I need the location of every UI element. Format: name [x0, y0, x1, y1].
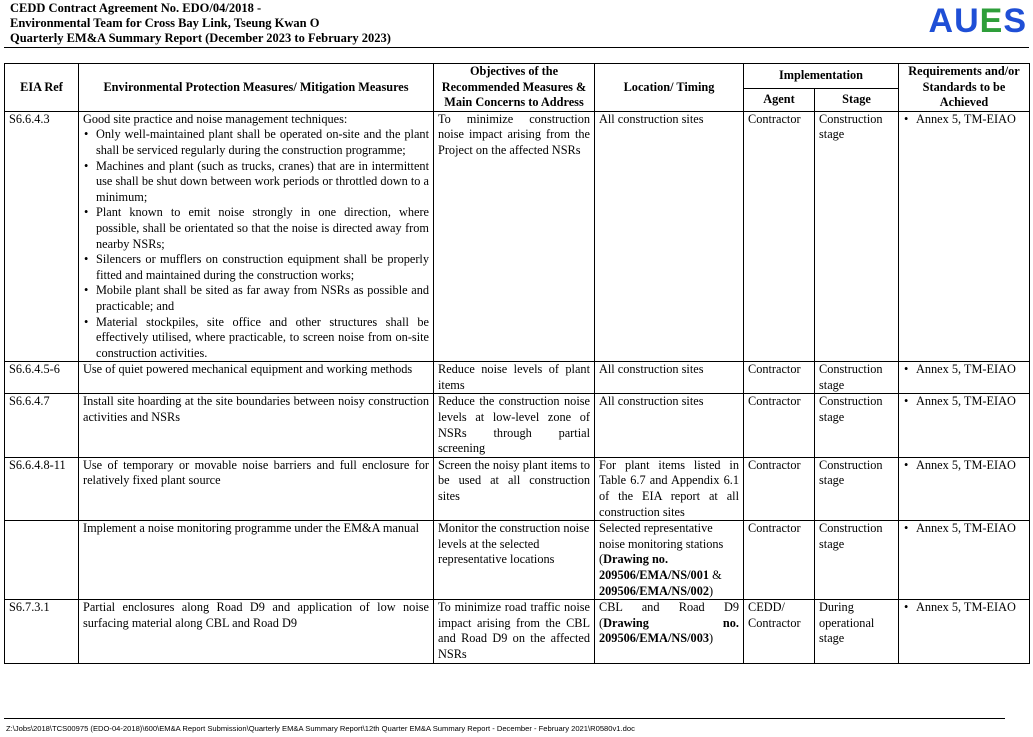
agent-cell: Contractor — [744, 362, 815, 394]
location-cell: Selected representative noise monitoring stations (Drawing no. 209506/EMA/NS/001 & 209506/EMA/NS/002) — [595, 521, 744, 600]
measure-cell: Use of temporary or movable noise barriers and full enclosure for relatively fixed plant source — [79, 457, 434, 520]
measure-cell: Partial enclosures along Road D9 and application of low noise surfacing material along CBL and Road D9 — [79, 600, 434, 663]
requirement-cell — [899, 111, 1030, 362]
objective-cell: To minimize construction noise impact arising from the Project on the affected NSRs — [434, 111, 595, 362]
requirement-list — [903, 600, 1025, 616]
location-cell: All construction sites — [595, 362, 744, 394]
stage-cell: During operational stage — [815, 600, 899, 663]
measure-intro: Good site practice and noise management techniques: — [83, 111, 348, 126]
stage-cell: Construction stage — [815, 362, 899, 394]
requirement-cell — [899, 362, 1030, 394]
aues-logo: AUES — [928, 2, 1027, 40]
drawing-ref: Drawing no. 209506/EMA/NS/001 — [599, 552, 709, 582]
contract-line: CEDD Contract Agreement No. EDO/04/2018 - — [10, 1, 262, 15]
footer-divider — [4, 718, 1005, 719]
table-row — [5, 457, 1030, 520]
agent-cell: CEDD/ Contractor — [744, 600, 815, 663]
list-item: • Material stockpiles, site office and other structures shall be effectively utilised, where practicable, to screen noise from on-site construction activities. — [96, 315, 429, 362]
eia-ref-cell: S6.6.4.8-11 — [5, 457, 79, 520]
eia-ref-cell: S6.6.4.7 — [5, 394, 79, 457]
list-item: • Mobile plant shall be sited as far away from NSRs as possible and practicable; and — [96, 283, 429, 314]
requirement-list — [903, 112, 1025, 128]
col-requirements: Requirements and/or Standards to be Achieved — [899, 64, 1030, 112]
agent-cell: Contractor — [744, 111, 815, 362]
document-header — [10, 1, 391, 46]
stage-cell: Construction stage — [815, 394, 899, 457]
stage-cell: Construction stage — [815, 111, 899, 362]
agent-cell: Contractor — [744, 394, 815, 457]
objective-cell: To minimize road traffic noise impact arising from the CBL and Road D9 on the affected NSRs — [434, 600, 595, 663]
list-item: • Plant known to emit noise strongly in one direction, where possible, shall be orientated so that the noise is directed away from nearby NSRs; — [96, 205, 429, 252]
objective-cell: Screen the noisy plant items to be used at all construction sites — [434, 457, 595, 520]
measure-cell: Install site hoarding at the site boundaries between noisy construction activities and NSRs — [79, 394, 434, 457]
requirement-cell — [899, 394, 1030, 457]
list-item: • Only well-maintained plant shall be operated on-site and the plant shall be serviced regularly during the construction programme; — [96, 127, 429, 158]
header-divider — [4, 47, 1029, 48]
list-item: • Annex 5, TM-EIAO — [916, 112, 1025, 128]
requirement-list — [903, 362, 1025, 378]
measure-cell: Implement a noise monitoring programme under the EM&A manual — [79, 521, 434, 600]
list-item: • Annex 5, TM-EIAO — [916, 458, 1025, 474]
col-objectives: Objectives of the Recommended Measures & Main Concerns to Address — [434, 64, 595, 112]
objective-cell: Reduce noise levels of plant items — [434, 362, 595, 394]
measure-cell — [79, 111, 434, 362]
stage-cell: Construction stage — [815, 521, 899, 600]
drawing-ref: 209506/EMA/NS/002 — [599, 583, 709, 598]
team-line: Environmental Team for Cross Bay Link, Tseung Kwan O — [10, 16, 320, 30]
table-row — [5, 521, 1030, 600]
requirement-list — [903, 394, 1025, 410]
list-item: • Annex 5, TM-EIAO — [916, 521, 1025, 537]
drawing-ref: Drawing no. 209506/EMA/NS/003 — [599, 615, 739, 646]
table-row — [5, 394, 1030, 457]
measure-cell: Use of quiet powered mechanical equipment and working methods — [79, 362, 434, 394]
eia-ref-cell — [5, 521, 79, 600]
col-stage: Stage — [815, 88, 899, 111]
list-item: • Machines and plant (such as trucks, cranes) that are in intermittent use shall be shut down between work periods or throttled down to a minimum; — [96, 159, 429, 206]
col-agent: Agent — [744, 88, 815, 111]
location-cell: All construction sites — [595, 394, 744, 457]
list-item: • Annex 5, TM-EIAO — [916, 362, 1025, 378]
requirement-cell — [899, 457, 1030, 520]
measure-bullet-list — [83, 127, 429, 361]
objective-cell: Monitor the construction noise levels at the selected representative locations — [434, 521, 595, 600]
file-path-footer: Z:\Jobs\2018\TCS00975 (EDO-04-2018)\600\EM&A Report Submission\Quarterly EM&A Summary Report\12th Quarter EM&A Summary Report - December - February 2021\R0580v1.doc — [6, 724, 635, 733]
table-row — [5, 362, 1030, 394]
objective-cell: Reduce the construction noise levels at low-level zone of NSRs through partial screening — [434, 394, 595, 457]
list-item: • Annex 5, TM-EIAO — [916, 600, 1025, 616]
requirement-list — [903, 458, 1025, 474]
table-row — [5, 600, 1030, 663]
mitigation-measures-table — [4, 63, 1030, 664]
location-cell: For plant items listed in Table 6.7 and Appendix 6.1 of the EIA report at all construction sites — [595, 457, 744, 520]
list-item: • Silencers or mufflers on construction equipment shall be properly fitted and maintained during the construction works; — [96, 252, 429, 283]
list-item: • Annex 5, TM-EIAO — [916, 394, 1025, 410]
requirement-cell — [899, 600, 1030, 663]
requirement-cell — [899, 521, 1030, 600]
requirement-list — [903, 521, 1025, 537]
eia-ref-cell: S6.7.3.1 — [5, 600, 79, 663]
location-cell: All construction sites — [595, 111, 744, 362]
header-row — [5, 64, 1030, 89]
col-eia-ref: EIA Ref — [5, 64, 79, 112]
report-title: Quarterly EM&A Summary Report (December 2023 to February 2023) — [10, 31, 391, 45]
eia-ref-cell: S6.6.4.3 — [5, 111, 79, 362]
stage-cell: Construction stage — [815, 457, 899, 520]
eia-ref-cell: S6.6.4.5-6 — [5, 362, 79, 394]
col-implementation: Implementation — [744, 64, 899, 89]
agent-cell: Contractor — [744, 457, 815, 520]
agent-cell: Contractor — [744, 521, 815, 600]
col-measures: Environmental Protection Measures/ Mitigation Measures — [79, 64, 434, 112]
table-row — [5, 111, 1030, 362]
col-location: Location/ Timing — [595, 64, 744, 112]
location-cell: CBL and Road D9 (Drawing no. 209506/EMA/NS/003) — [595, 600, 744, 663]
